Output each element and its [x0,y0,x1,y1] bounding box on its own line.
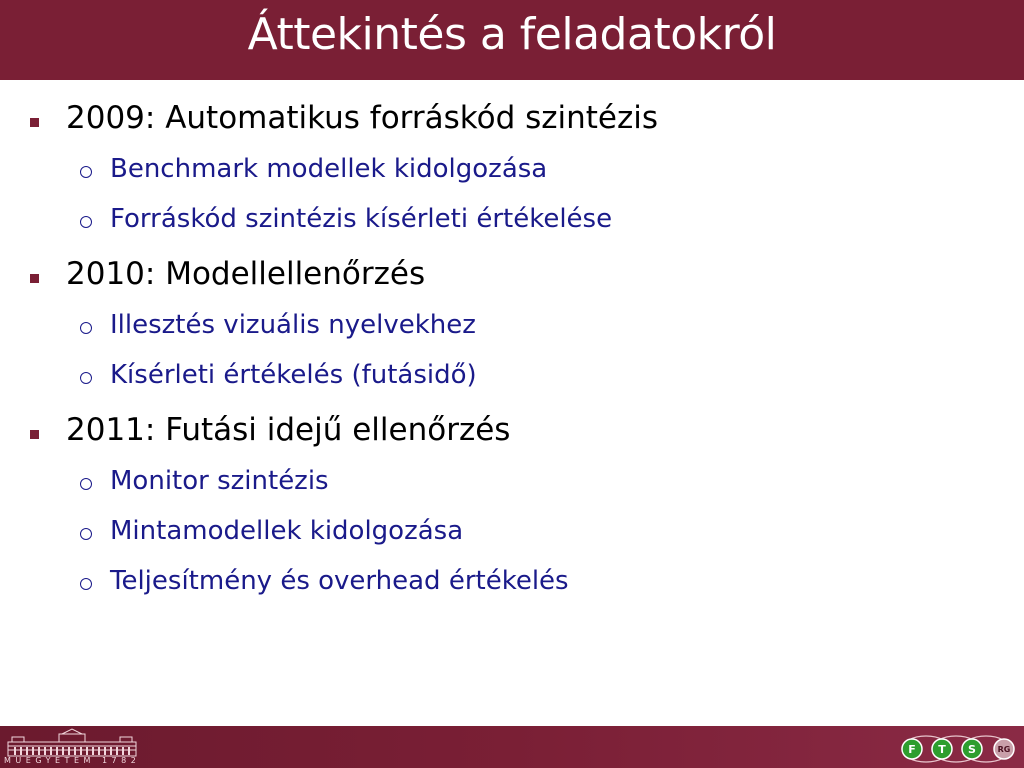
circle-bullet-icon [80,578,92,590]
bullet-label: 2009: Automatikus forráskód szintézis [66,100,659,136]
slide-title: Áttekintés a feladatokról [247,8,777,60]
sub-bullet-item [0,558,1024,608]
sub-bullet-label: Monitor szintézis [110,466,329,496]
sub-bullet-label: Benchmark modellek kidolgozása [110,154,548,184]
circle-bullet-icon [80,528,92,540]
circle-bullet-icon [80,216,92,228]
square-bullet-icon [30,430,39,439]
square-bullet-icon [30,118,39,127]
sub-bullet-label: Mintamodellek kidolgozása [110,516,464,546]
rg-badge-icon [994,739,1014,759]
footer-bar [0,726,1024,768]
sub-bullet-item [0,146,1024,196]
bullet-label: 2010: Modellellenőrzés [66,256,426,292]
sub-bullet-label: Illesztés vizuális nyelvekhez [110,310,476,340]
circle-bullet-icon [80,372,92,384]
circle-bullet-icon [80,478,92,490]
sub-bullet-item [0,302,1024,352]
f-badge-icon [902,739,922,759]
svg-text:T: T [938,743,946,756]
sub-bullet-item [0,508,1024,558]
sub-bullet-label: Teljesítmény és overhead értékelés [110,566,569,596]
institution-text: MŰEGYETEM 1782 [4,756,141,765]
svg-text:S: S [968,743,976,756]
svg-text:RG: RG [997,745,1011,754]
svg-text:F: F [908,743,916,756]
circle-bullet-icon [80,166,92,178]
circle-bullet-icon [80,322,92,334]
slide-content [0,96,1024,608]
title-bar [0,0,1024,80]
sub-bullet-label: Forráskód szintézis kísérleti értékelése [110,204,613,234]
t-badge-icon [932,739,952,759]
bullet-item [0,252,1024,302]
bullet-item [0,408,1024,458]
sub-bullet-item [0,352,1024,402]
bullet-label: 2011: Futási idejű ellenőrzés [66,412,511,448]
fts-rg-logo [898,734,1022,764]
sub-bullet-label: Kísérleti értékelés (futásidő) [110,360,477,390]
sub-bullet-item [0,458,1024,508]
s-badge-icon [962,739,982,759]
sub-bullet-item [0,196,1024,246]
square-bullet-icon [30,274,39,283]
bullet-item [0,96,1024,146]
